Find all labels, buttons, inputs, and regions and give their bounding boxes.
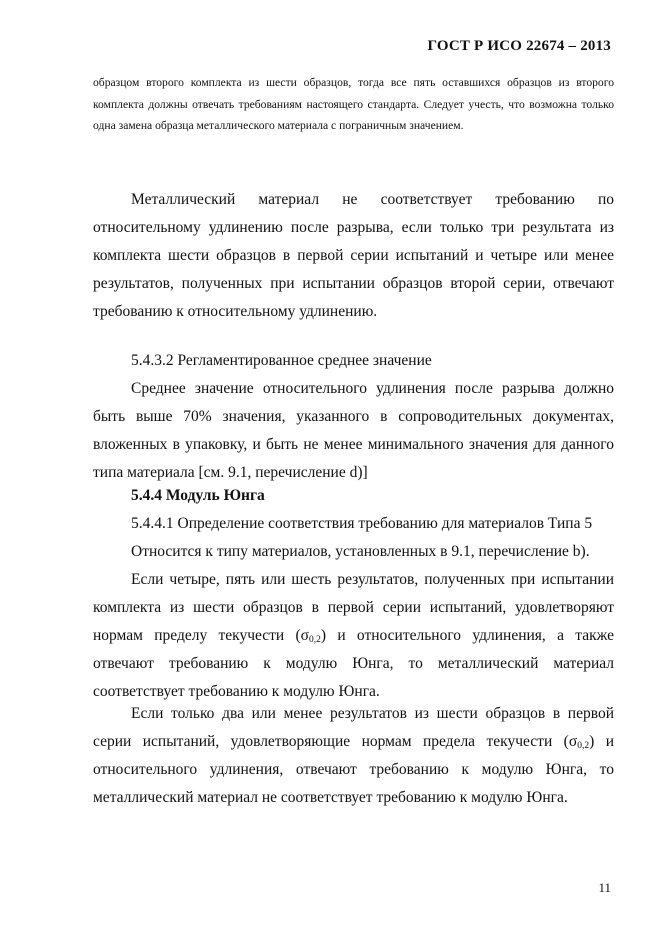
paragraph-elongation-fail: Металлический материал не соответствует требованию по относительному удлинению после разрыва, если только три результата из комплекта шести образцов в первой серии испытаний и четыре или менее результатов, полученных при испытании образцов второй серии, отвечают требованию к относительному удлинению. <box>93 191 614 320</box>
section-5-4-4-title: 5.4.4 Модуль Юнга <box>131 487 265 504</box>
p2-subscript: 0,2 <box>309 635 321 645</box>
section-5-4-4-1-p2 <box>93 566 614 706</box>
standard-header: ГОСТ Р ИСО 22674 – 2013 <box>427 38 611 54</box>
section-5-4-4-1-p1: Относится к типу материалов, установленных в 9.1, перечисление b). <box>131 543 590 560</box>
page-number: 11 <box>598 880 611 895</box>
p2-text-end: ) и относительного удлинения, а также отвечают требованию к модулю Юнга, то металлический материал соответствует требованию к модулю Юнга. <box>93 627 614 700</box>
p3-text-end: ) и относительного удлинения, отвечают требованию к модулю Юнга, то металлический материал не соответствует требованию к модулю Юнга. <box>93 733 614 806</box>
p3-text-start: Если только два или менее результатов из шести образцов в первой серии испытаний, удовлетворяющие нормам предела текучести (σ <box>93 705 614 750</box>
section-5-4-4-1-title: 5.4.4.1 Определение соответствия требованию для материалов Типа 5 <box>131 515 593 532</box>
section-5-4-3-2-text: Среднее значение относительного удлинения после разрыва должно быть выше 70% значения, указанного в сопроводительных документах, вложенных в упаковку, и быть не менее минимального значения для данного типа материала [см. 9.1, перечисление d)] <box>93 380 614 481</box>
continued-paragraph: образцом второго комплекта из шести образцов, тогда все пять оставшихся образцов из второго комплекта должны отвечать требованиям настоящего стандарта. Следует учесть, что возможна только одна замена образца металлического материала с пограничным значением. <box>93 76 614 132</box>
section-5-4-3-2-title: 5.4.3.2 Регламентированное среднее значение <box>131 352 432 369</box>
p3-subscript: 0,2 <box>577 741 590 751</box>
p2-text-start: Если четыре, пять или шесть результатов, полученных при испытании комплекта из шести образцов в первой серии испытаний, удовлетворяют нормам пределу текучести (σ <box>93 571 614 644</box>
section-5-4-4-1-p3 <box>93 700 614 812</box>
